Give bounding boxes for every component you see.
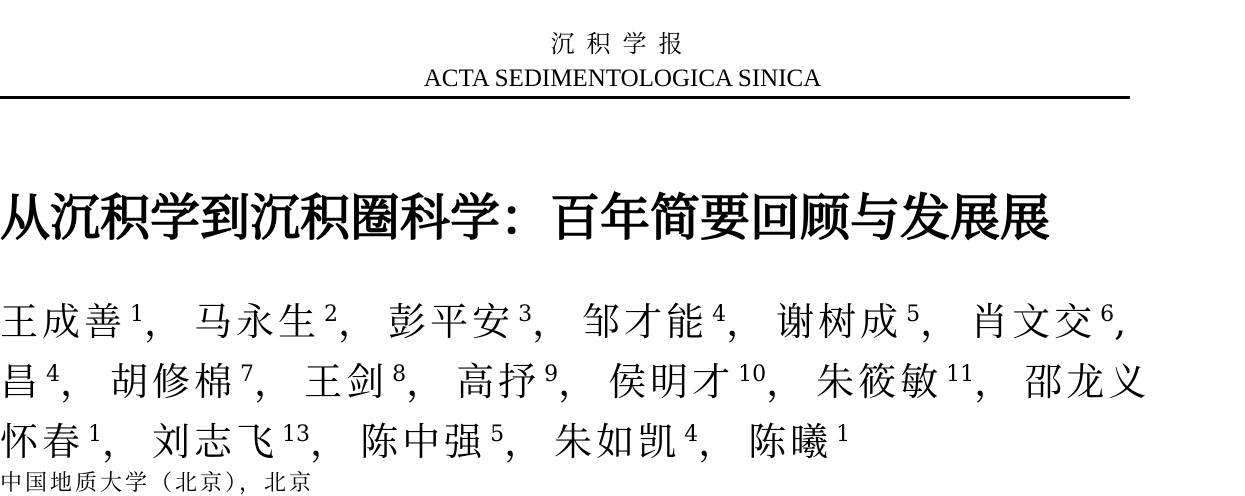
author-entry: [582, 300, 776, 344]
author-entry: [456, 360, 608, 404]
author-separator: ，: [558, 360, 601, 404]
header-divider: [0, 96, 1130, 99]
affiliation-superscript: 7: [240, 362, 255, 387]
author-separator: ，: [406, 360, 449, 404]
author-separator: ，: [920, 300, 963, 344]
author-separator: ，: [726, 300, 769, 344]
affiliation-superscript: 1: [88, 422, 103, 447]
affiliation-superscript: 1: [836, 422, 851, 447]
author-name: 刘志飞: [152, 420, 279, 464]
affiliation-superscript: 3: [518, 302, 533, 327]
author-name: 彭平安: [388, 300, 515, 344]
affiliation-superscript: 5: [906, 302, 921, 327]
author-separator: ，: [60, 360, 103, 404]
affiliation-superscript: 2: [324, 302, 339, 327]
affiliation-superscript: 13: [282, 422, 311, 447]
author-name: 陈曦: [748, 420, 833, 464]
affiliation-superscript: 4: [712, 302, 727, 327]
author-list: [0, 290, 1151, 480]
author-entry: [776, 300, 970, 344]
author-line-2: [0, 350, 1151, 407]
author-name: 高抒: [456, 360, 541, 404]
author-name: 朱如凯: [554, 420, 681, 464]
author-name: 肖文交: [970, 300, 1097, 344]
author-separator: ，: [310, 420, 353, 464]
author-name: 邵龙义: [1024, 360, 1151, 404]
author-name: 马永生: [194, 300, 321, 344]
author-entry: [554, 420, 748, 464]
author-line-3: [0, 410, 1130, 467]
author-entry: [0, 300, 194, 344]
author-entry: [816, 360, 1024, 404]
author-name: 王剑: [304, 360, 389, 404]
author-name: 陈中强: [360, 420, 487, 464]
author-entry: [1024, 360, 1150, 404]
author-name: 谢树成: [776, 300, 903, 344]
author-separator: ，: [144, 300, 187, 344]
author-name: 怀春: [0, 420, 85, 464]
article-title: 从沉积学到沉积圈科学：百年简要回顾与发展展: [0, 189, 1050, 247]
author-separator: ,: [1114, 300, 1131, 344]
author-entry: [388, 300, 582, 344]
author-entry: [152, 420, 360, 464]
author-entry: [608, 360, 816, 404]
author-entry: [748, 420, 850, 464]
affiliation-superscript: 5: [490, 422, 505, 447]
journal-name-chinese: 沉积学报: [550, 30, 695, 58]
author-separator: ，: [766, 360, 809, 404]
author-separator: ，: [504, 420, 547, 464]
author-name: 胡修棉: [110, 360, 237, 404]
author-entry: [304, 360, 456, 404]
affiliation-superscript: 11: [946, 362, 975, 387]
affiliation-superscript: 9: [544, 362, 559, 387]
author-separator: ，: [698, 420, 741, 464]
author-separator: ，: [974, 360, 1017, 404]
author-name: 昌: [0, 360, 43, 404]
author-name: 朱筱敏: [816, 360, 943, 404]
author-entry: [110, 360, 304, 404]
author-line-1: [0, 290, 1130, 347]
author-entry: [970, 300, 1138, 344]
affiliation-superscript: 10: [738, 362, 767, 387]
affiliation-superscript: 1: [130, 302, 145, 327]
author-entry: [194, 300, 388, 344]
author-separator: ，: [338, 300, 381, 344]
author-name: 侯明才: [608, 360, 735, 404]
affiliation-superscript: 4: [684, 422, 699, 447]
author-name: 邹才能: [582, 300, 709, 344]
author-separator: ，: [102, 420, 145, 464]
journal-name-english: ACTA SEDIMENTOLOGICA SINICA: [423, 65, 822, 92]
author-separator: ，: [532, 300, 575, 344]
author-separator: ，: [254, 360, 297, 404]
affiliation-partial: [0, 468, 1130, 496]
affiliation-text: 中国地质大学（北京），北京: [0, 471, 315, 496]
author-entry: [360, 420, 554, 464]
author-name: 王成善: [0, 300, 127, 344]
affiliation-superscript: 8: [392, 362, 407, 387]
affiliation-superscript: 6: [1100, 302, 1115, 327]
author-entry: [0, 360, 110, 404]
journal-header: [0, 0, 1130, 99]
author-entry: [0, 420, 152, 464]
affiliation-superscript: 4: [46, 362, 61, 387]
